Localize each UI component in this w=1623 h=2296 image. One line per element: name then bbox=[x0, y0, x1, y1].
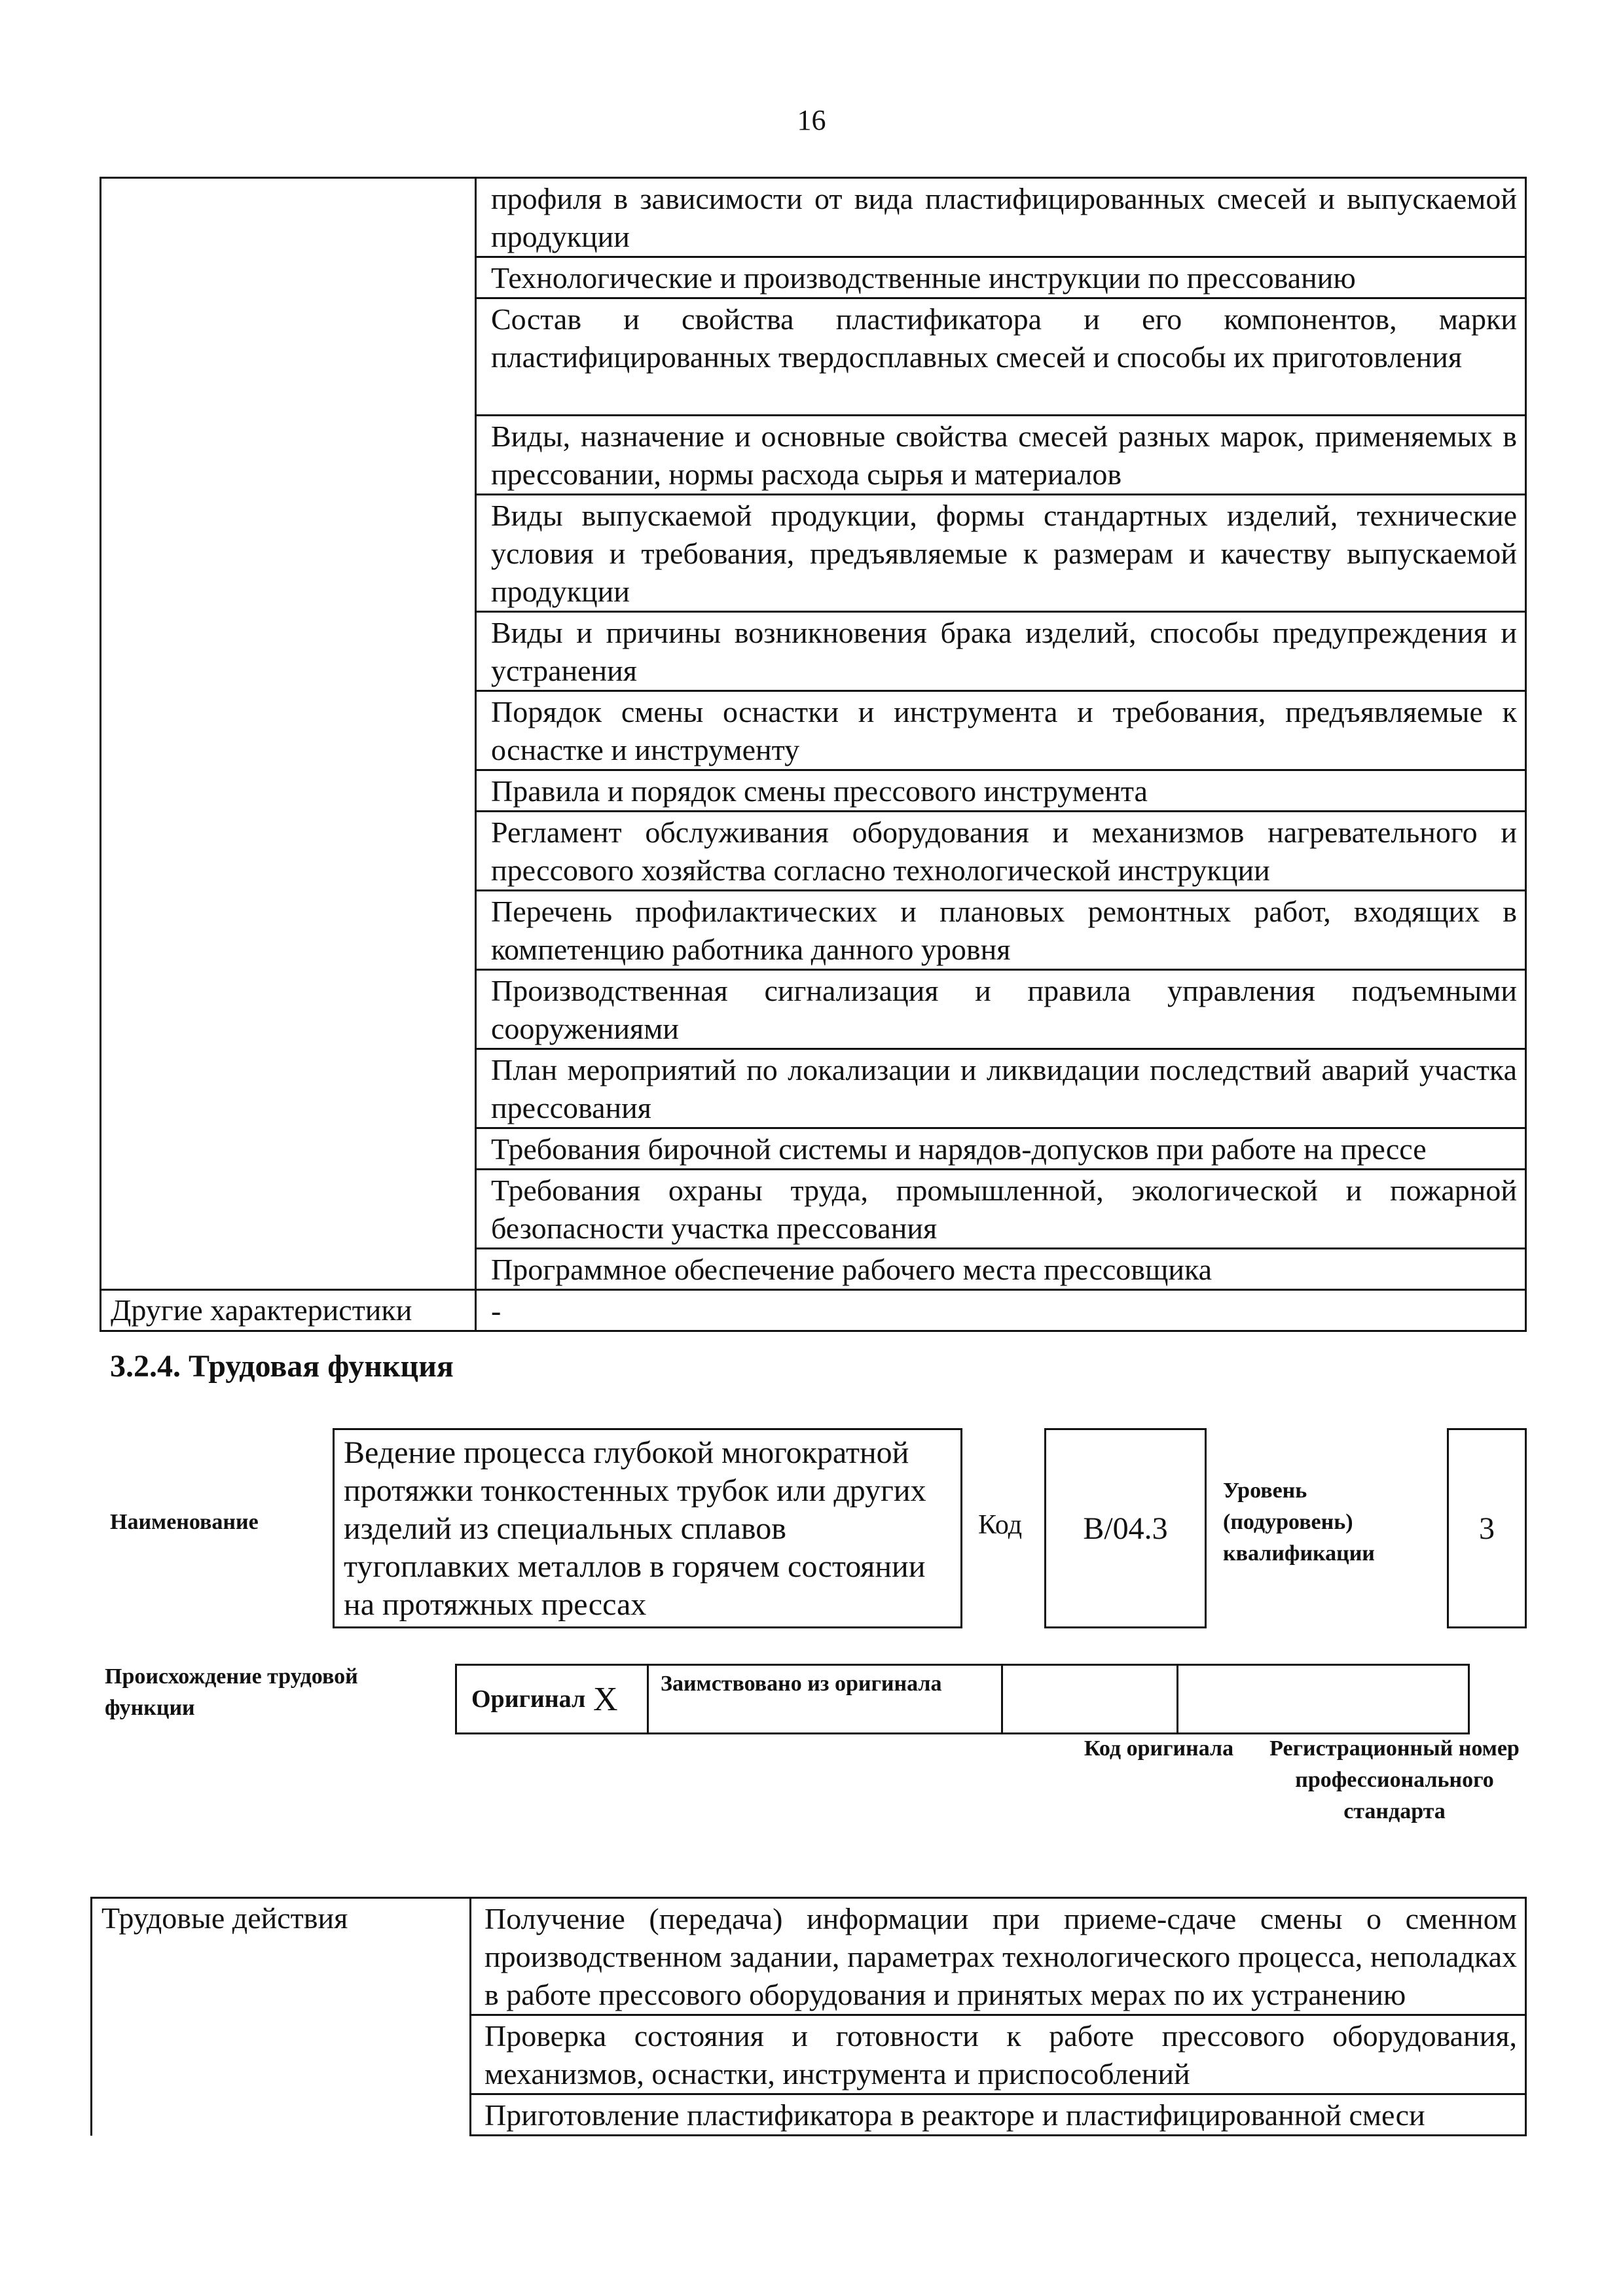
knowledge-cell: Производственная сигнализация и правила управления подъемными сооружениями bbox=[476, 970, 1526, 1049]
other-characteristics-value: - bbox=[476, 1290, 1526, 1331]
knowledge-cell: Регламент обслуживания оборудования и механизмов нагревательного и прессового хозяйства согласно технологической инструкции bbox=[476, 812, 1526, 891]
knowledge-cell: Виды выпускаемой продукции, формы стандартных изделий, технические условия и требования, предъявляемые к размерам и качеству выпускаемой продукции bbox=[476, 495, 1526, 612]
knowledge-cell: Программное обеспечение рабочего места прессовщика bbox=[476, 1249, 1526, 1290]
actions-label: Трудовые действия bbox=[92, 1898, 471, 2136]
level-box: 3 bbox=[1447, 1428, 1527, 1628]
knowledge-left-cell bbox=[101, 178, 476, 1290]
knowledge-cell: Виды, назначение и основные свойства смесей разных марок, применяемых в прессовании, нормы расхода сырья и материалов bbox=[476, 416, 1526, 495]
reg-number-cell bbox=[1178, 1665, 1469, 1734]
knowledge-table bbox=[100, 177, 1527, 1332]
code-caption: Код оригинала bbox=[1084, 1736, 1234, 1761]
knowledge-cell: План мероприятий по локализации и ликвидации последствий аварий участка прессования bbox=[476, 1049, 1526, 1128]
knowledge-cell: Требования бирочной системы и нарядов-допусков при работе на прессе bbox=[476, 1128, 1526, 1170]
knowledge-cell: Порядок смены оснастки и инструмента и требования, предъявляемые к оснастке и инструменту bbox=[476, 691, 1526, 770]
action-cell: Проверка состояния и готовности к работе прессового оборудования, механизмов, оснастки, инструмента и приспособлений bbox=[471, 2015, 1526, 2094]
action-cell: Приготовление пластификатора в реакторе и пластифицированной смеси bbox=[471, 2094, 1526, 2136]
table-row bbox=[101, 178, 1526, 257]
knowledge-cell: Правила и порядок смены прессового инструмента bbox=[476, 770, 1526, 812]
origin-label: Происхождение трудовой функции bbox=[105, 1664, 358, 1720]
knowledge-cell: Виды и причины возникновения брака изделий, способы предупреждения и устранения bbox=[476, 612, 1526, 691]
knowledge-cell: профиля в зависимости от вида пластифицированных смесей и выпускаемой продукции bbox=[476, 178, 1526, 257]
function-code-box: B/04.3 bbox=[1044, 1428, 1207, 1628]
knowledge-cell: Требования охраны труда, промышленной, экологической и пожарной безопасности участка прессования bbox=[476, 1170, 1526, 1249]
original-code-cell bbox=[1002, 1665, 1178, 1734]
other-characteristics-label: Другие характеристики bbox=[101, 1290, 476, 1331]
original-label: Оригинал bbox=[456, 1665, 594, 1734]
actions-table bbox=[90, 1897, 1527, 2136]
original-mark: X bbox=[593, 1665, 648, 1734]
table-row bbox=[92, 1898, 1526, 2015]
function-name-box: Ведение процесса глубокой многократной протяжки тонкостенных трубок или других изделий из специальных сплавов тугоплавких металлов в горячем состоянии на протяжных прессах bbox=[333, 1428, 962, 1628]
knowledge-cell: Состав и свойства пластификатора и его компонентов, марки пластифицированных твердосплавных смесей и способы их приготовления bbox=[476, 298, 1526, 416]
level-label: Уровень (подуровень) квалификации bbox=[1223, 1479, 1375, 1566]
knowledge-cell: Технологические и производственные инструкции по прессованию bbox=[476, 257, 1526, 298]
action-cell: Получение (передача) информации при приеме-сдаче смены о сменном производственном задании, параметрах технологического процесса, неполадках в работе прессового оборудования и принятых мерах по их устранению bbox=[471, 1898, 1526, 2015]
knowledge-cell: Перечень профилактических и плановых ремонтных работ, входящих в компетенцию работника данного уровня bbox=[476, 891, 1526, 970]
borrowed-label: Заимствовано из оригинала bbox=[648, 1665, 1002, 1734]
section-title: 3.2.4. Трудовая функция bbox=[110, 1349, 454, 1384]
table-row bbox=[101, 1290, 1526, 1331]
origin-table bbox=[455, 1664, 1470, 1734]
name-label: Наименование bbox=[110, 1510, 259, 1534]
code-label: Код bbox=[978, 1510, 1023, 1540]
page-number: 16 bbox=[797, 104, 826, 136]
reg-caption: Регистрационный номер профессионального стандарта bbox=[1269, 1736, 1520, 1823]
